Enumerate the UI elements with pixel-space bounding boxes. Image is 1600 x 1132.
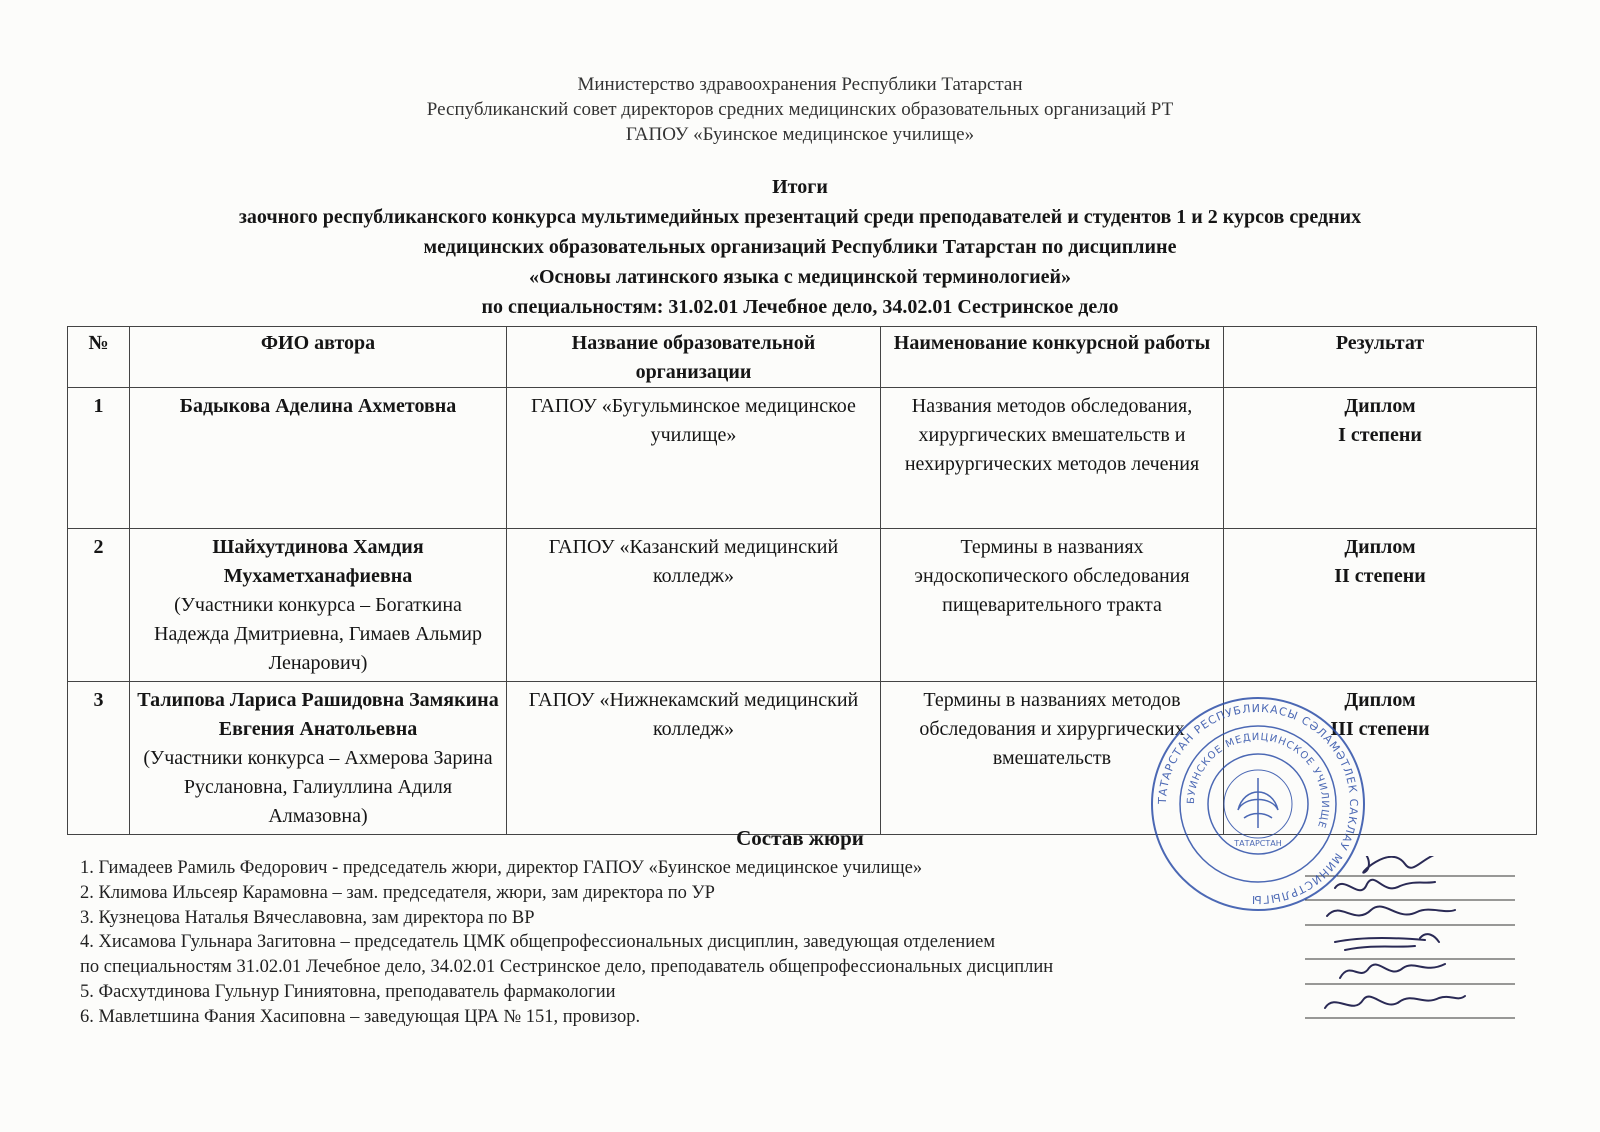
table-header-row — [68, 327, 1537, 388]
jury-member: 3. Кузнецова Наталья Вячеславовна, зам директора по ВР — [80, 907, 535, 928]
row-work: Термины в названиях эндоскопического обследования пищеварительного тракта — [881, 529, 1224, 682]
stamp-outer-text: ТАТАРСТАН РЕСПУБЛИКАСЫ СӘЛАМӘТЛЕК САКЛАУ МИНИСТРЛЫГЫ — [1155, 701, 1361, 907]
row-author — [130, 388, 507, 529]
official-stamp — [1148, 694, 1368, 914]
signature-6 — [1325, 996, 1465, 1008]
result-line-2: I степени — [1338, 424, 1422, 446]
jury-member: 5. Фасхутдинова Гульнур Гиниятовна, преподаватель фармакологии — [80, 981, 616, 1002]
document-title — [60, 172, 1540, 322]
school-line: ГАПОУ «Буинское медицинское училище» — [625, 124, 975, 145]
row-org: ГАПОУ «Казанский медицинский колледж» — [507, 529, 881, 682]
header-result: Результат — [1224, 327, 1537, 388]
signature-5 — [1340, 964, 1445, 978]
row-work: Названия методов обследования, хирургических вмешательств и нехирургических методов лечения — [881, 388, 1224, 529]
author-name: Шайхутдинова Хамдия Мухаметханафиевна — [212, 536, 424, 587]
signature-4 — [1335, 934, 1439, 950]
ministry-line: Министерство здравоохранения Республики Татарстан — [577, 74, 1023, 95]
stamp-center-text: ТАТАРСТАН — [1234, 839, 1282, 848]
table-row — [68, 529, 1537, 682]
header-org: Название образовательной организации — [507, 327, 881, 388]
jury-list — [80, 856, 1320, 1030]
row-num: 1 — [68, 388, 130, 529]
row-org: ГАПОУ «Нижнекамский медицинский колледж» — [507, 682, 881, 835]
result-line-2: III степени — [1330, 718, 1430, 740]
participants: (Участники конкурса – Богаткина Надежда Дмитриевна, Гимаев Альмир Ленарович) — [154, 594, 482, 674]
row-work: Термины в названиях методов обследования и хирургических вмешательств — [881, 682, 1224, 835]
jury-member: по специальностям 31.02.01 Лечебное дело, 34.02.01 Сестринское дело, преподаватель общепрофессиональных дисциплин — [80, 957, 1054, 978]
jury-title: Состав жюри — [736, 826, 864, 850]
result-line-1: Диплом — [1344, 395, 1416, 417]
jury-member: 1. Гимадеев Рамиль Федорович - председатель жюри, директор ГАПОУ «Буинское медицинское училище» — [80, 858, 923, 878]
stamp-inner-text: БУИНСКОЕ МЕДИЦИНСКОЕ УЧИЛИЩЕ — [1185, 731, 1331, 830]
title-line-4: по специальностям: 31.02.01 Лечебное дело, 34.02.01 Сестринское дело — [481, 296, 1119, 318]
row-org: ГАПОУ «Бугульминское медицинское училище» — [507, 388, 881, 529]
jury-member: 4. Хисамова Гульнара Загитовна – председатель ЦМК общепрофессиональных дисциплин, заведующая отделением — [80, 932, 996, 953]
council-line: Республиканский совет директоров средних медицинских образовательных организаций РТ — [426, 99, 1174, 120]
title-line-2: медицинских образовательных организаций Республики Татарстан по дисциплине — [423, 236, 1177, 258]
jury-member: 2. Климова Ильсеяр Карамовна – зам. председателя, жюри, зам директора по УР — [80, 882, 715, 903]
jury-member: 6. Мавлетшина Фания Хасиповна – заведующая ЦРА № 151, провизор. — [80, 1006, 641, 1027]
row-result — [1224, 388, 1537, 529]
header-num: № — [68, 327, 130, 388]
result-line-1: Диплом — [1344, 536, 1416, 558]
author-name: Талипова Лариса Рашидовна Замякина Евгения Анатольевна — [137, 689, 499, 740]
document-header — [0, 72, 1600, 147]
author-name: Бадыкова Аделина Ахметовна — [179, 395, 457, 417]
row-author — [130, 682, 507, 835]
row-num: 3 — [68, 682, 130, 835]
title-line-1: заочного республиканского конкурса мультимедийных презентаций среди преподавателей и студентов 1 и 2 курсов средних — [238, 206, 1362, 228]
row-result — [1224, 529, 1537, 682]
title-heading: Итоги — [772, 176, 828, 198]
result-line-2: II степени — [1334, 565, 1426, 587]
participants: (Участники конкурса – Ахмерова Зарина Руслановна, Галиуллина Адиля Алмазовна) — [143, 747, 493, 827]
result-line-1: Диплом — [1344, 689, 1416, 711]
row-num: 2 — [68, 529, 130, 682]
title-line-3: «Основы латинского языка с медицинской терминологией» — [528, 266, 1071, 288]
row-author — [130, 529, 507, 682]
header-work: Наименование конкурсной работы — [881, 327, 1224, 388]
header-author: ФИО автора — [130, 327, 507, 388]
table-row — [68, 388, 1537, 529]
